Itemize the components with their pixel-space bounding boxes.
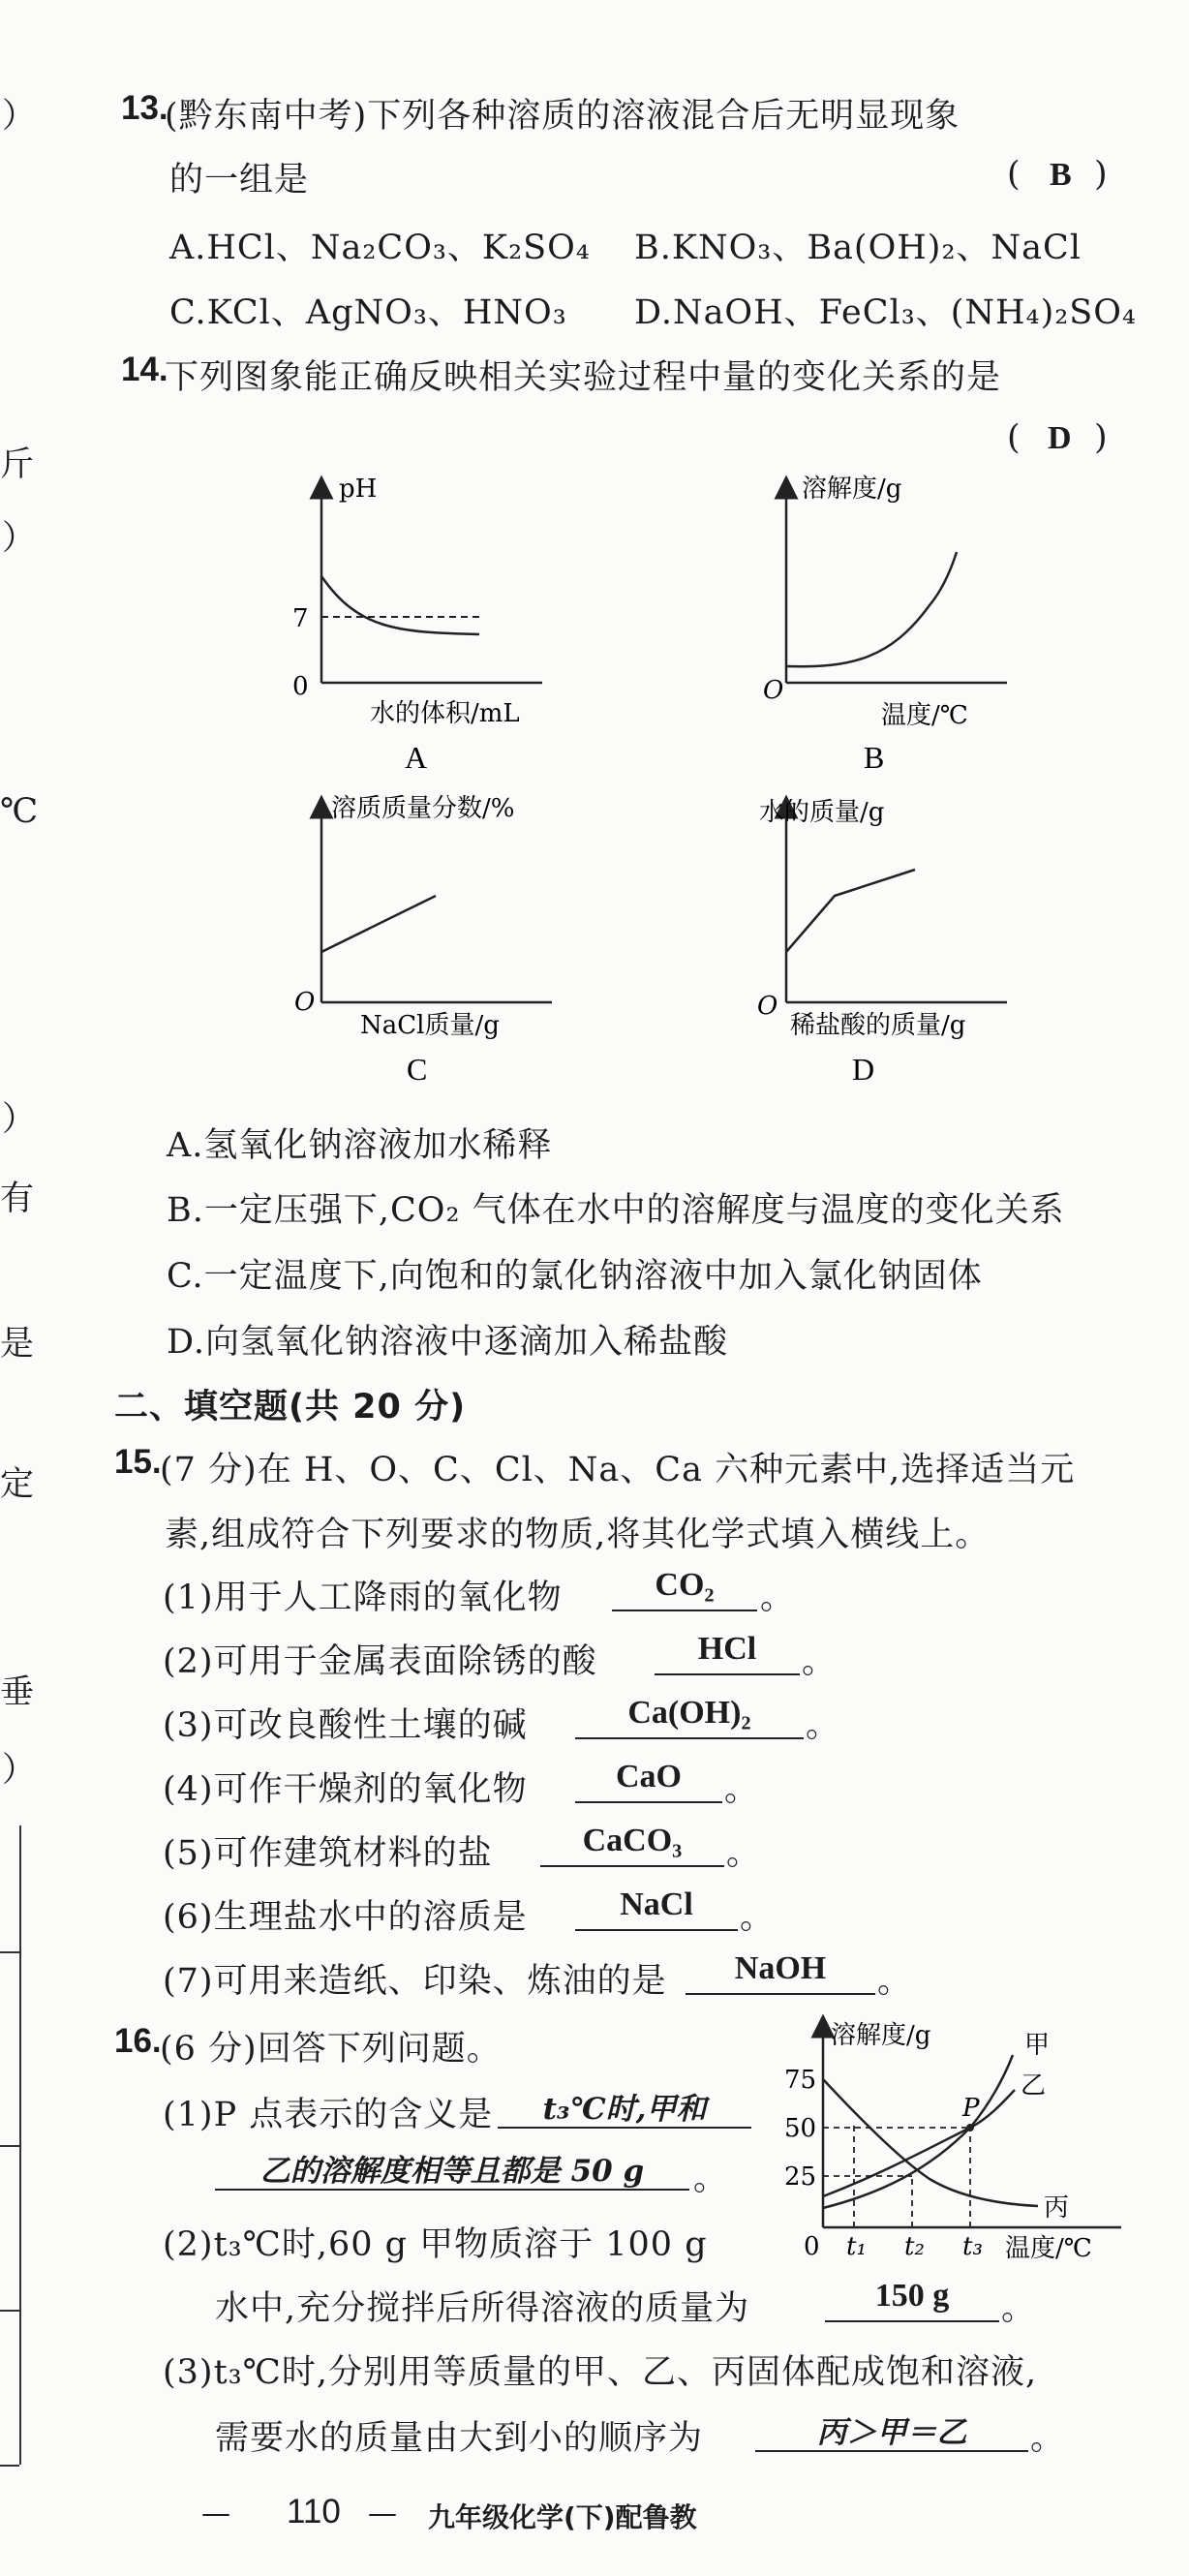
answer-paren-close: ) <box>1094 155 1109 194</box>
tick-label: 25 <box>784 2162 817 2192</box>
graph-caption: D <box>852 1052 875 1087</box>
y-axis-label: 溶质质量分数/% <box>331 794 515 823</box>
fill-item-answer: HCl <box>655 1631 800 1675</box>
graph-caption: B <box>864 740 885 775</box>
curve-label: 丙 <box>1044 2193 1070 2223</box>
origin-label: 0 <box>292 672 309 701</box>
fill-item-label: (1)用于人工降雨的氧化物 <box>163 1579 563 1617</box>
water-mass-line <box>786 870 915 952</box>
option-d: D.NaOH、FeCl₃、(NH₄)₂SO₄ <box>634 293 1137 332</box>
answer-choice: B <box>1050 157 1072 193</box>
question-number: 16. <box>114 2022 162 2060</box>
margin-fragment: ） <box>2 1751 38 1790</box>
option-c: C.一定温度下,向饱和的氯化钠溶液中加入氯化钠固体 <box>167 1257 983 1296</box>
period: 。 <box>760 1579 796 1617</box>
question-number: 14. <box>121 351 168 388</box>
part-1-label: (1)P 点表示的含义是 <box>163 2096 494 2134</box>
part-2-text: 水中,充分搅拌后所得溶液的质量为 <box>215 2289 750 2328</box>
question-stem: 素,组成符合下列要求的物质,将其化学式填入横线上。 <box>165 1516 991 1554</box>
fill-item-answer: CO₂ <box>612 1567 757 1611</box>
x-axis-label: 稀盐酸的质量/g <box>790 1011 966 1040</box>
part-2-text: (2)t₃℃时,60 g 甲物质溶于 100 g <box>163 2225 708 2264</box>
curve-label: 乙 <box>1021 2071 1047 2101</box>
part-1-answer-line-2: 乙的溶解度相等且都是 50 g <box>215 2146 689 2191</box>
graph-caption: C <box>407 1052 428 1087</box>
fill-item-answer: NaOH <box>686 1950 875 1995</box>
period: 。 <box>802 1642 838 1681</box>
x-axis-label: NaCl质量/g <box>360 1011 500 1040</box>
y-axis-label: pH <box>339 475 378 504</box>
answer-paren-close: ) <box>1094 418 1109 457</box>
margin-fragment: ） <box>2 519 38 558</box>
point-p <box>966 2124 974 2131</box>
graph-c <box>281 789 600 1099</box>
margin-fragment: ） <box>2 97 38 136</box>
period: 。 <box>724 1770 760 1809</box>
tick-label: 50 <box>784 2114 817 2143</box>
footer-dash: — <box>368 2497 397 2530</box>
fill-item-label: (2)可用于金属表面除锈的酸 <box>163 1642 597 1681</box>
y-axis-label: 溶解度/g <box>831 2021 931 2050</box>
question-stem: (6 分)回答下列问题。 <box>160 2030 502 2069</box>
fill-item-label: (7)可用来造纸、印染、炼油的是 <box>163 1962 667 2001</box>
mass-fraction-line <box>321 896 436 952</box>
part-3-text: (3)t₃℃时,分别用等质量的甲、乙、丙固体配成饱和溶液, <box>163 2353 1038 2392</box>
tick-label: t₁ <box>846 2232 867 2261</box>
margin-fragment: 有 <box>0 1180 36 1218</box>
answer-paren-open: ( <box>1007 418 1021 457</box>
period: 。 <box>740 1898 776 1937</box>
margin-table-edge <box>0 1825 21 2465</box>
period: 。 <box>693 2160 729 2198</box>
question-stem: 下列图象能正确反映相关实验过程中量的变化关系的是 <box>165 358 1002 397</box>
margin-fragment: 斤 <box>0 445 36 484</box>
question-stem: (黔东南中考)下列各种溶质的溶液混合后无明显现象 <box>165 97 960 136</box>
x-axis-label: 温度/℃ <box>1005 2234 1092 2263</box>
question-stem: 的一组是 <box>169 161 310 199</box>
point-label: P <box>962 2094 980 2123</box>
fill-item-answer: CaCO₃ <box>540 1823 724 1867</box>
question-number: 15. <box>114 1443 162 1481</box>
answer-choice: D <box>1048 420 1072 456</box>
part-3-text: 需要水的质量由大到小的顺序为 <box>215 2419 704 2458</box>
fill-item-answer: CaO <box>575 1759 722 1803</box>
margin-fragment: ℃ <box>0 792 40 831</box>
solubility-curve <box>786 552 957 666</box>
period: 。 <box>806 1706 841 1745</box>
graph-caption: A <box>405 740 428 775</box>
period: 。 <box>1030 2419 1066 2458</box>
option-b: B.一定压强下,CO₂ 气体在水中的溶解度与温度的变化关系 <box>167 1191 1065 1230</box>
section-title: 二、填空题(共 20 分) <box>114 1388 467 1426</box>
page-number: 110 <box>287 2493 341 2530</box>
part-2-answer: 150 g <box>825 2278 999 2322</box>
curve-label: 甲 <box>1024 2031 1051 2060</box>
origin-label: O <box>757 992 778 1021</box>
y-axis-label: 溶解度/g <box>802 475 902 504</box>
book-title: 九年级化学(下)配鲁教 <box>428 2501 697 2533</box>
origin-label: 0 <box>804 2232 820 2261</box>
option-d: D.向氢氧化钠溶液中逐滴加入稀盐酸 <box>167 1323 728 1362</box>
x-axis-label: 温度/℃ <box>881 701 968 730</box>
margin-fragment: 垂 <box>0 1673 36 1712</box>
period: 。 <box>726 1834 762 1873</box>
y-axis-label: 水的质量/g <box>759 798 885 827</box>
fill-item-label: (3)可改良酸性土壤的碱 <box>163 1706 528 1745</box>
fill-item-answer: Ca(OH)₂ <box>575 1695 804 1739</box>
period: 。 <box>1001 2289 1037 2328</box>
question-stem: (7 分)在 H、O、C、Cl、Na、Ca 六种元素中,选择适当元 <box>160 1451 1076 1489</box>
footer-dash: — <box>201 2497 230 2530</box>
fill-item-label: (5)可作建筑材料的盐 <box>163 1834 493 1873</box>
part-1-answer-line-1: t₃℃时,甲和 <box>498 2084 751 2129</box>
tick-label: 7 <box>292 604 309 633</box>
ph-curve <box>321 576 479 634</box>
origin-label: O <box>763 676 784 705</box>
fill-item-answer: NaCl <box>575 1886 738 1931</box>
option-b: B.KNO₃、Ba(OH)₂、NaCl <box>634 229 1082 267</box>
tick-label: t₂ <box>904 2232 925 2261</box>
tick-label: 75 <box>784 2066 817 2095</box>
margin-fragment: ） <box>2 1100 38 1139</box>
fill-item-label: (6)生理盐水中的溶质是 <box>163 1898 528 1937</box>
answer-paren-open: ( <box>1007 155 1021 194</box>
question-number: 13. <box>121 89 168 127</box>
fill-item-label: (4)可作干燥剂的氧化物 <box>163 1770 528 1809</box>
graph-d <box>746 789 1055 1099</box>
solubility-graph <box>765 2014 1152 2266</box>
origin-label: O <box>294 988 316 1017</box>
graph-a <box>281 470 562 780</box>
margin-fragment: 定 <box>0 1465 36 1504</box>
option-a: A.氢氧化钠溶液加水稀释 <box>167 1126 553 1165</box>
graph-b <box>746 470 1036 780</box>
option-c: C.KCl、AgNO₃、HNO₃ <box>169 293 567 332</box>
margin-fragment: 是 <box>0 1325 36 1364</box>
x-axis-label: 水的体积/mL <box>370 699 520 728</box>
part-3-answer: 丙＞甲＝乙 <box>755 2407 1028 2452</box>
option-a: A.HCl、Na₂CO₃、K₂SO₄ <box>169 229 591 267</box>
period: 。 <box>877 1962 913 2001</box>
tick-label: t₃ <box>962 2232 983 2261</box>
